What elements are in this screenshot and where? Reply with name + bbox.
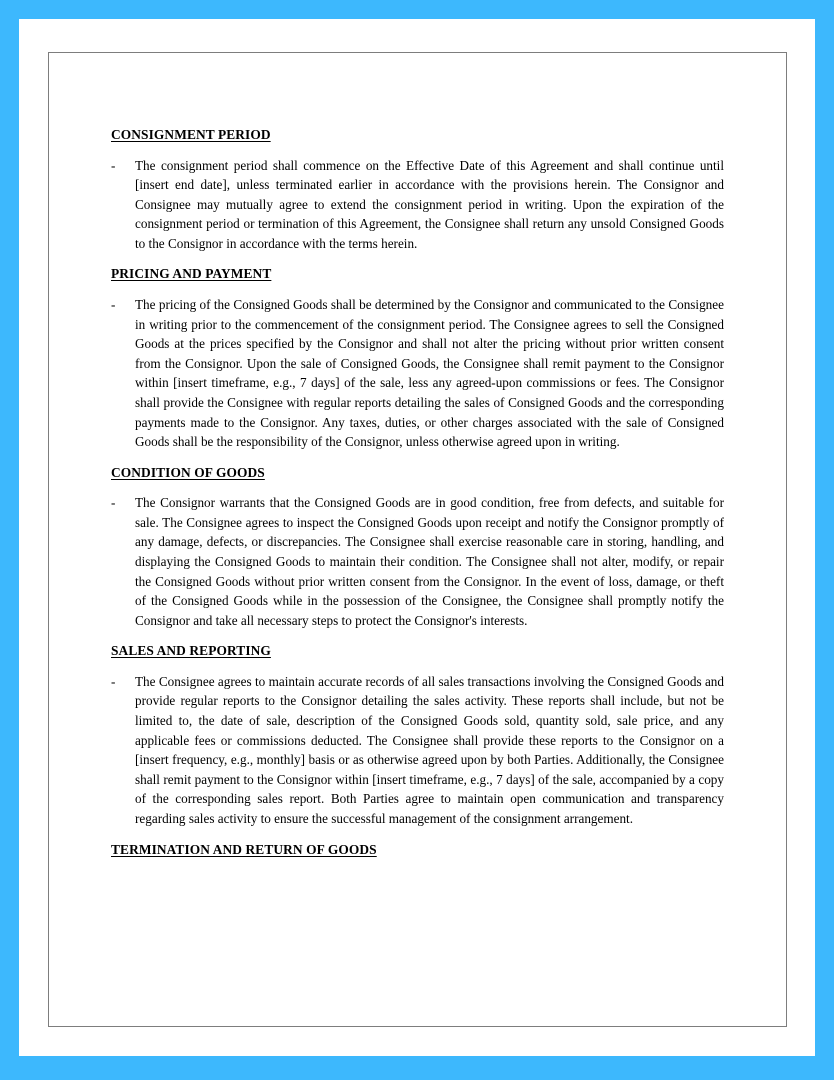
spacer	[111, 829, 724, 840]
clause-text: The pricing of the Consigned Goods shall be determined by the Consignor and communicated to the Consignee in writing prior to the commencement of the consignment period. The Consignee agrees to sell the Consigned Goods at the prices specified by the Consignor and shall not alter the pricing without prior written consent from the Consignor. Upon the sale of Consigned Goods, the Consignee shall remit payment to the Consignor within [insert timeframe, e.g., 7 days] of the sale, less any agreed-upon commissions or fees. The Consignor shall provide the Consignee with regular reports detailing the sales of Consigned Goods and the corresponding payments made to the Consignor. Any taxes, duties, or other charges associated with the sale of Consigned Goods shall be the responsibility of the Consignor, unless otherwise agreed upon in writing.	[135, 296, 724, 450]
clause-text: The consignment period shall commence on the Effective Date of this Agreement and shall continue until [insert end date], unless terminated earlier in accordance with the provisions herein. The Consignor and Consignee may mutually agree to extend the consignment period in writing. Upon the expiration of the consignment period or termination of this Agreement, the Consignee shall return any unsold Consigned Goods to the Consignor in accordance with the terms herein.	[135, 157, 724, 251]
clause-item	[111, 295, 724, 452]
section-heading-condition-of-goods: CONDITION OF GOODS	[111, 464, 265, 480]
clause-item	[111, 672, 724, 829]
clause-bullet-marker: -	[111, 495, 116, 511]
document-body	[111, 125, 724, 859]
section-heading-pricing-and-payment: PRICING AND PAYMENT	[111, 266, 272, 282]
clause-bullet-marker: -	[111, 673, 116, 689]
spacer	[111, 145, 724, 156]
clause-bullet-marker: -	[111, 296, 116, 312]
section-heading-consignment-period: CONSIGNMENT PERIOD	[111, 127, 271, 142]
clause-bullet-marker: -	[111, 157, 116, 173]
clause-text: The Consignor warrants that the Consigned Goods are in good condition, free from defects, and suitable for sale. The Consignee agrees to inspect the Consigned Goods upon receipt and notify the Consignor promptly of any damage, defects, or discrepancies. The Consignee shall exercise reasonable care in storing, handling, and displaying the Consigned Goods to maintain their condition. The Consignee shall not alter, modify, or repair the Consigned Goods without prior written consent from the Consignor. In the event of loss, damage, or theft of the Consigned Goods while in the possession of the Consignee, the Consignee shall promptly notify the Consignor and take all necessary steps to protect the Consignor's interests.	[135, 495, 724, 628]
spacer	[111, 661, 724, 672]
section-heading-sales-and-reporting: SALES AND REPORTING	[111, 643, 271, 659]
spacer	[111, 284, 724, 295]
page-sheet	[19, 19, 815, 1056]
spacer	[111, 452, 724, 463]
clause-item	[111, 493, 724, 630]
page-content-frame	[48, 52, 787, 1027]
section-heading-termination-and-return-of-goods: TERMINATION AND RETURN OF GOODS	[111, 841, 377, 857]
clause-item	[111, 156, 724, 254]
spacer	[111, 482, 724, 493]
spacer	[111, 630, 724, 641]
spacer	[111, 253, 724, 264]
clause-text: The Consignee agrees to maintain accurate records of all sales transactions involving the Consigned Goods and provide regular reports to the Consignor detailing the sales activity. These reports shall include, but not be limited to, the date of sale, description of the Consigned Goods sold, quantity sold, sale price, and any applicable fees or commissions deducted. The Consignee shall provide these reports to the Consignor on a [insert frequency, e.g., monthly] basis or as otherwise agreed upon by both Parties. Additionally, the Consignee shall remit payment to the Consignor within [insert timeframe, e.g., 7 days] of the sale, accompanied by a copy of the corresponding sales report. Both Parties agree to maintain open communication and transparency regarding sales activity to ensure the successful management of the consignment arrangement.	[135, 673, 724, 827]
